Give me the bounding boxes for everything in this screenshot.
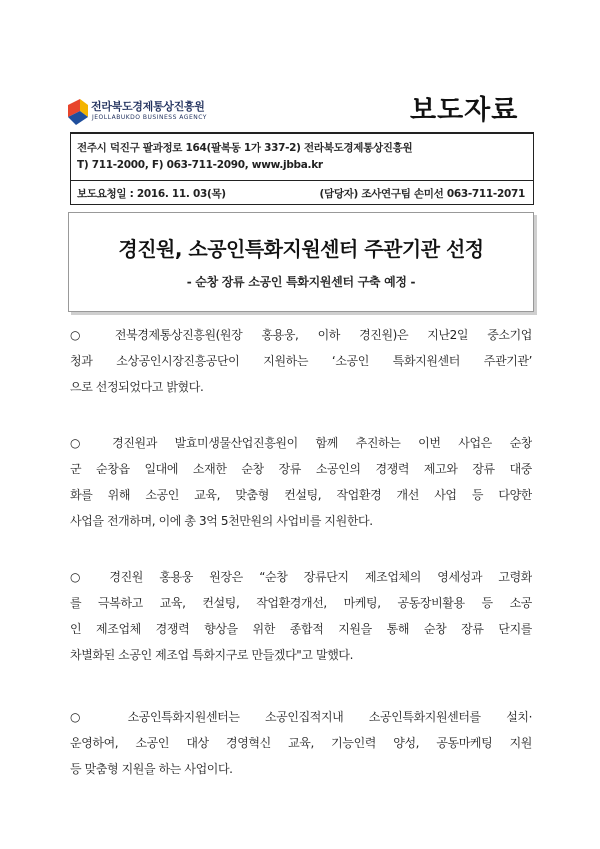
- paragraph-1: [70, 322, 532, 400]
- org-name-korean: 전라북도경제통상진흥원: [91, 100, 205, 113]
- paragraph-line: ○ 전북경제통상진흥원(원장 홍용웅, 이하 경진원)은 지난2일 중소기업: [70, 328, 532, 342]
- org-name-english: JEOLLABUKDO BUSINESS AGENCY: [92, 114, 207, 121]
- paragraph-line: 인 제조업체 경쟁력 향상을 위한 종합적 지원을 통해 순창 장류 단지를: [70, 622, 532, 636]
- paragraph-line: ○ 경진원과 발효미생물산업진흥원이 함께 추진하는 이번 사업은 순창: [70, 436, 532, 450]
- agency-contacts: T) 711-2000, F) 063-711-2090, www.jbba.kr: [77, 159, 323, 171]
- paragraph-line: 운영하여, 소공인 대상 경영혁신 교육, 기능인력 양성, 공동마케팅 지원: [70, 736, 532, 750]
- document-type-label: 보도자료: [410, 95, 519, 126]
- request-date: 보도요청일 : 2016. 11. 03(목): [77, 188, 226, 200]
- paragraph-2: [70, 430, 532, 534]
- paragraph-line: 으로 선정되었다고 밝혔다.: [70, 380, 204, 394]
- paragraph-line: 를 극복하고 교육, 컨설팅, 작업환경개선, 마케팅, 공동장비활용 등 소공: [70, 596, 532, 610]
- paragraph-line: 화를 위해 소공인 교육, 맞춤형 컨설팅, 작업환경 개선 사업 등 다양한: [70, 488, 532, 502]
- agency-logo-icon: [66, 95, 92, 129]
- agency-address: 전주시 덕진구 팔과정로 164(팔복동 1가 337-2) 전라북도경제통상진흥원: [77, 142, 413, 154]
- paragraph-line: 등 맞춤형 지원을 하는 사업이다.: [70, 762, 233, 776]
- paragraph-line: 차별화된 소공인 제조업 특화지구로 만들겠다"고 말했다.: [70, 648, 354, 662]
- paragraph-line: 사업을 전개하며, 이에 총 3억 5천만원의 사업비를 지원한다.: [70, 514, 373, 528]
- paragraph-line: ○ 경진원 홍용웅 원장은 “순창 장류단지 제조업체의 영세성과 고령화: [70, 570, 532, 584]
- info-box: [70, 132, 534, 205]
- title-box: [68, 212, 534, 312]
- paragraph-3: [70, 564, 532, 668]
- paragraph-line: ○ 소공인특화지원센터는 소공인집적지내 소공인특화지원센터를 설치·: [70, 710, 532, 724]
- paragraph-line: 청과 소상공인시장진흥공단이 지원하는 ‘소공인 특화지원센터 주관기관’: [70, 354, 532, 368]
- org-logo: [66, 95, 266, 135]
- press-title: 경진원, 소공인특화지원센터 주관기관 선정: [118, 237, 484, 261]
- info-divider: [71, 180, 533, 181]
- contact-person: (담당자) 조사연구팀 손미선 063-711-2071: [319, 188, 525, 200]
- press-subtitle: - 순창 장류 소공인 특화지원센터 구축 예정 -: [186, 275, 416, 289]
- paragraph-line: 군 순창읍 일대에 소재한 순창 장류 소공인의 경쟁력 제고와 장류 대중: [70, 462, 532, 476]
- paragraph-4: [70, 704, 532, 782]
